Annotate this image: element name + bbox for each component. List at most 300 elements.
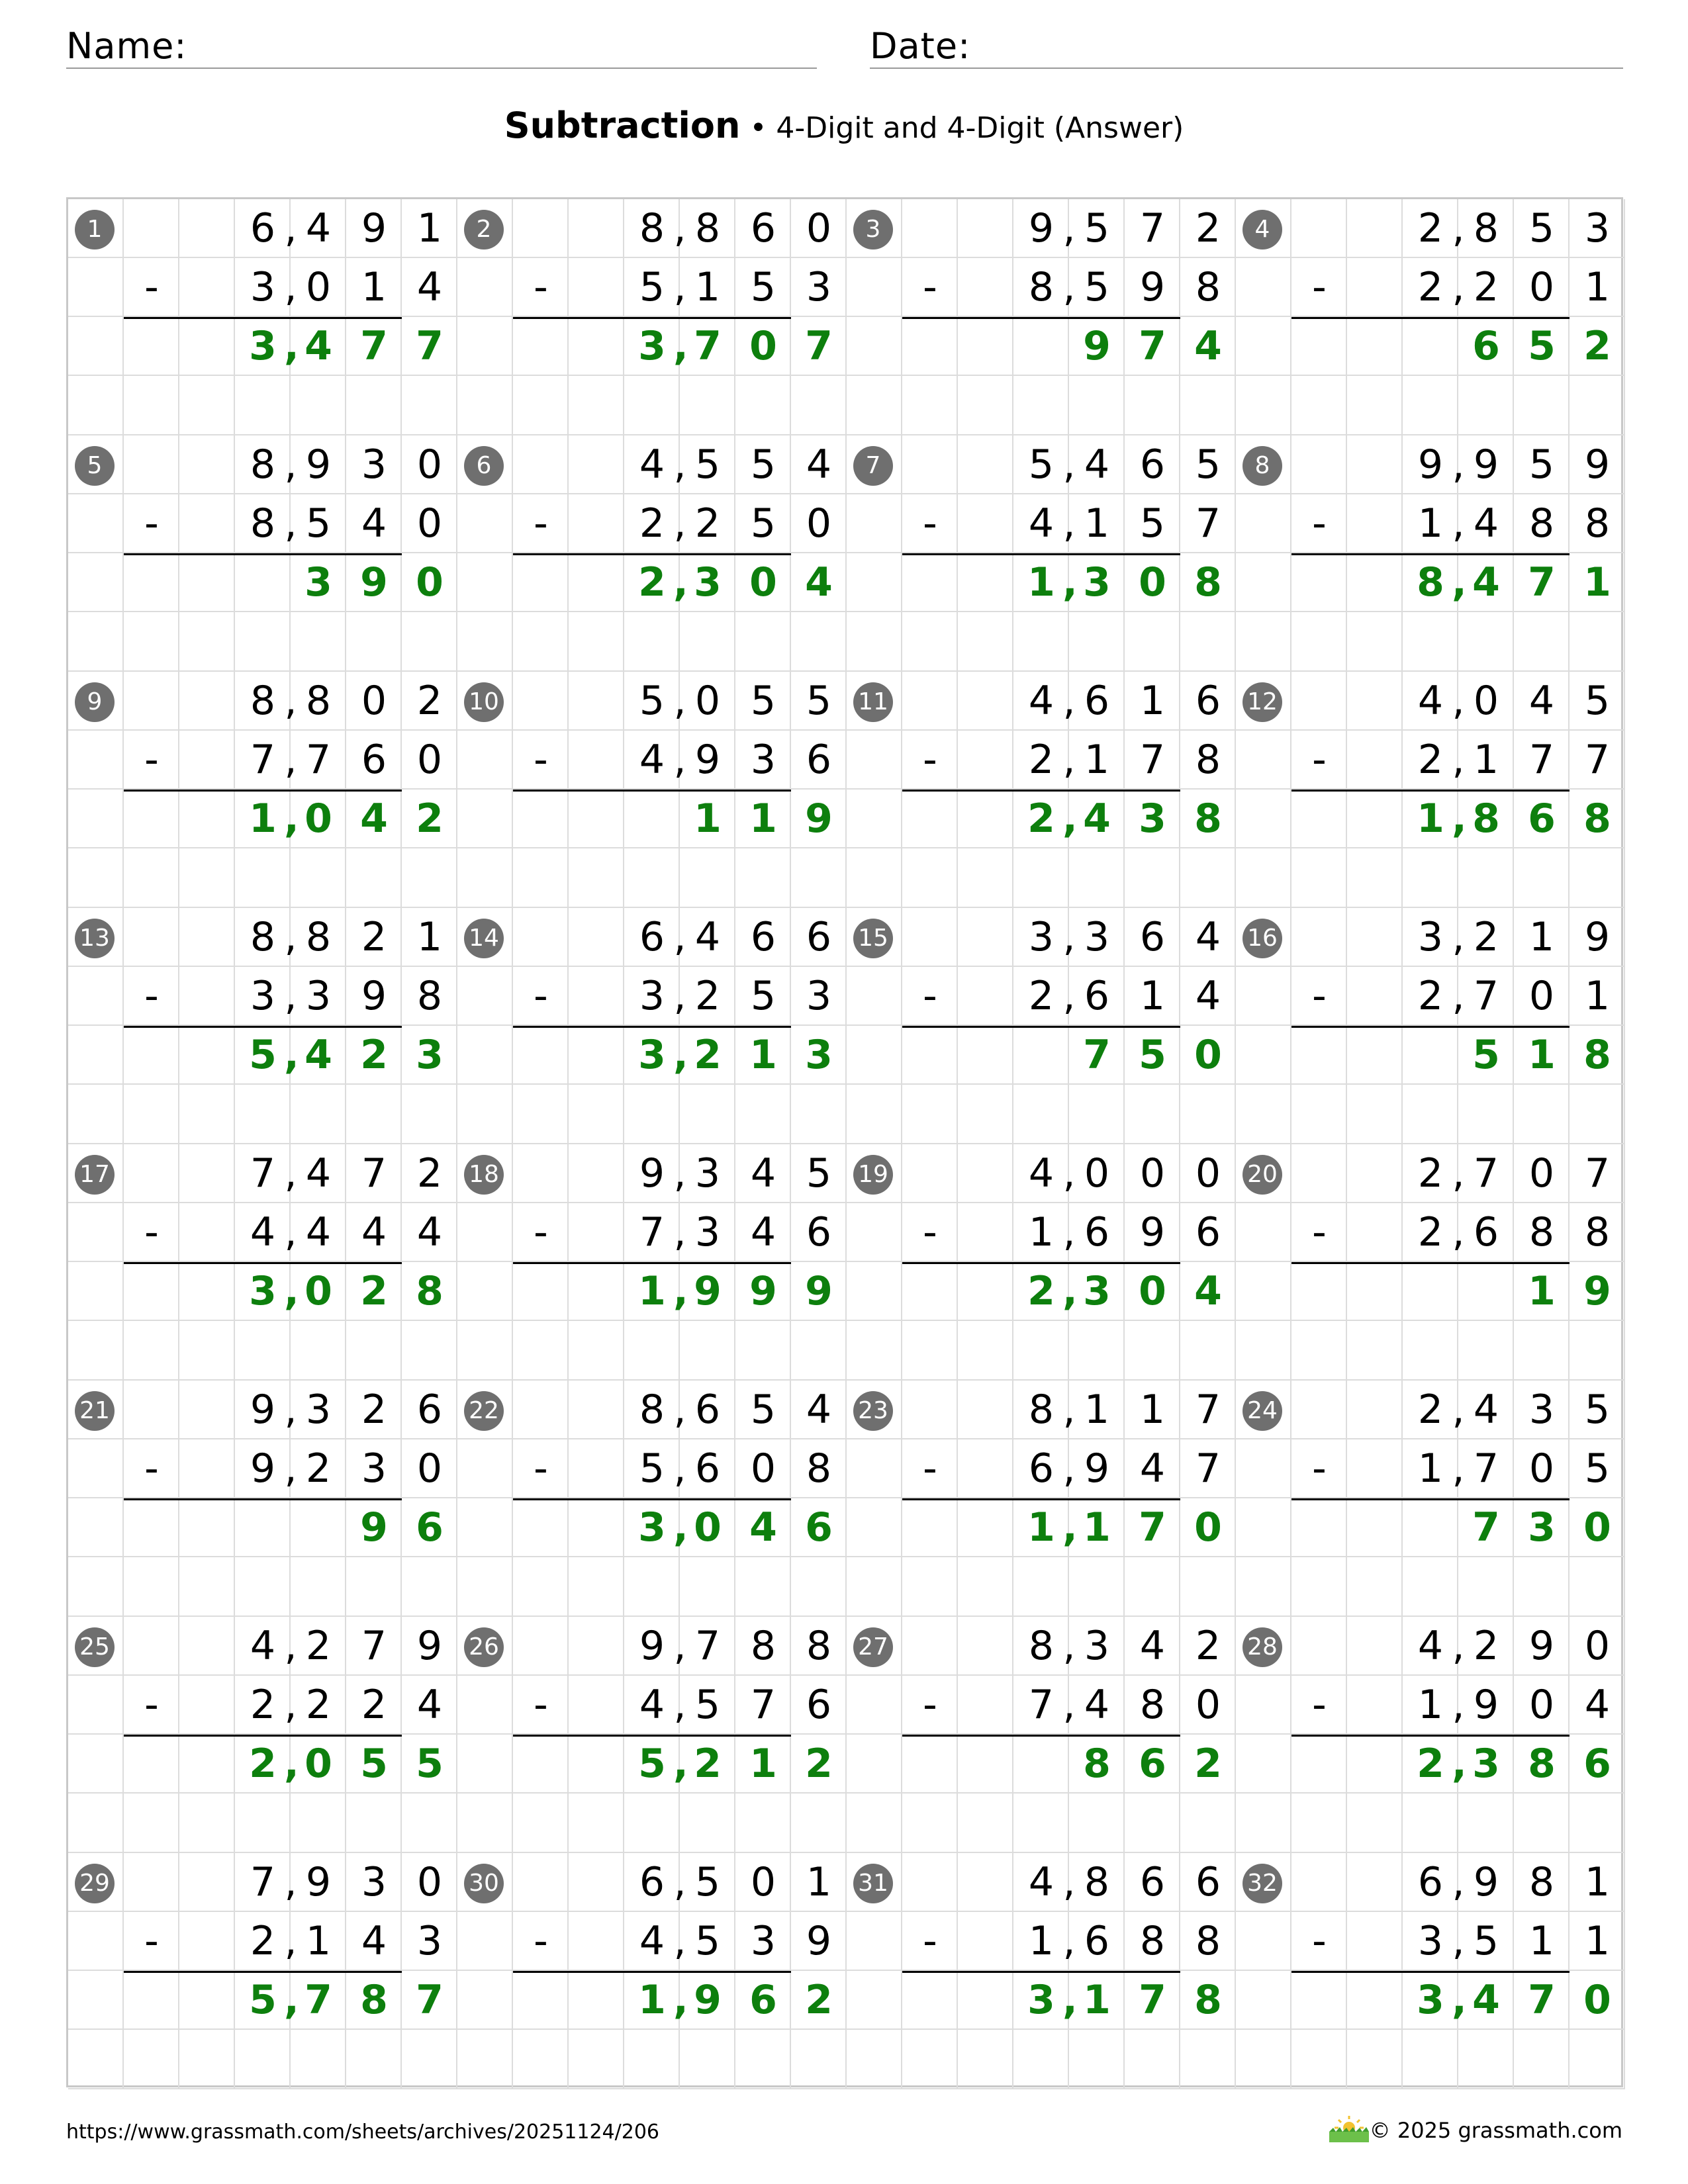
grid-cell (179, 1617, 235, 1676)
answer-digit: 7 (1472, 1504, 1500, 1551)
grid-cell (1236, 1498, 1291, 1557)
grid-cell (1236, 1321, 1291, 1381)
grid-cell (1458, 612, 1514, 672)
problem-27 (847, 1617, 1236, 1853)
minuend-digit: 6 (1139, 1859, 1166, 1905)
grid-cell (1236, 1085, 1291, 1144)
answer-rule (1291, 790, 1570, 792)
problem-16 (1236, 908, 1625, 1144)
minus-sign: - (1312, 1209, 1327, 1255)
subtrahend-digit: 4 (416, 1209, 443, 1255)
answer-comma: , (284, 1741, 299, 1787)
minuend-digit: 0 (1195, 1150, 1221, 1197)
answer-rule (1291, 1262, 1570, 1264)
problem-11 (847, 672, 1236, 908)
subtrahend-digit: 4 (639, 1918, 665, 1964)
grid-cell (1069, 1085, 1125, 1144)
grid-cell (624, 2030, 680, 2089)
minus-sign: - (923, 1445, 937, 1492)
grid-cell (513, 908, 569, 967)
grid-cell (1514, 376, 1570, 435)
grid-cell (958, 1262, 1013, 1321)
minuend-digit: 2 (305, 1623, 332, 1669)
grid-cell (68, 967, 124, 1026)
subtrahend-digit: 7 (639, 1209, 665, 1255)
minuend-digit: 0 (416, 1859, 443, 1905)
answer-digit: 9 (1583, 1268, 1611, 1314)
grid-cell (1291, 1971, 1347, 2030)
subtrahend-digit: 3 (750, 737, 776, 783)
grid-cell (179, 612, 235, 672)
grid-cell (124, 848, 179, 908)
subtrahend-comma: , (673, 264, 686, 310)
minuend-digit: 1 (1139, 678, 1166, 724)
answer-digit: 5 (249, 1032, 277, 1078)
minuend-digit: 5 (750, 441, 776, 488)
grid-cell (1125, 376, 1180, 435)
grid-cell (124, 1321, 179, 1381)
subtrahend-digit: 8 (1139, 1918, 1166, 1964)
subtrahend-digit: 4 (361, 1209, 387, 1255)
problem-number-badge: 20 (1243, 1155, 1282, 1195)
subtrahend-digit: 5 (750, 500, 776, 547)
answer-comma: , (673, 323, 688, 369)
subtrahend-digit: 3 (305, 973, 332, 1019)
problem-number-badge: 10 (464, 682, 504, 722)
problem-number-badge: 25 (75, 1627, 115, 1667)
grid-cell (1180, 1557, 1236, 1617)
minuend-comma: , (1062, 1387, 1076, 1433)
answer-digit: 7 (416, 1977, 444, 2023)
grid-cell (569, 317, 624, 376)
problem-number-badge: 14 (464, 919, 504, 958)
grid-cell (124, 1026, 179, 1085)
answer-digit: 3 (305, 559, 332, 606)
minuend-comma: , (673, 1859, 686, 1905)
grid-cell (958, 1498, 1013, 1557)
grid-cell (513, 435, 569, 494)
grid-cell (1291, 908, 1347, 967)
subtrahend-digit: 9 (1139, 264, 1166, 310)
answer-digit: 7 (360, 323, 388, 369)
grid-cell (402, 2030, 457, 2089)
answer-comma: , (673, 1032, 688, 1078)
subtrahend-comma: , (1062, 1445, 1076, 1492)
grassmath-logo-icon (1327, 2113, 1372, 2145)
minuend-digit: 3 (361, 1859, 387, 1905)
grid-cell (179, 1321, 235, 1381)
grid-cell (1347, 199, 1403, 258)
subtrahend-digit: 4 (305, 1209, 332, 1255)
problem-28 (1236, 1617, 1625, 1853)
problem-grid (66, 197, 1623, 2087)
grid-cell (1347, 1557, 1403, 1617)
grid-cell (457, 967, 513, 1026)
minuend-digit: 2 (1417, 205, 1444, 251)
grid-cell (179, 258, 235, 317)
subtrahend-digit: 2 (639, 500, 665, 547)
grid-cell (569, 258, 624, 317)
grid-cell (513, 1085, 569, 1144)
grid-cell (958, 1971, 1013, 2030)
grid-cell (346, 1557, 402, 1617)
answer-rule (1291, 1735, 1570, 1737)
minus-sign: - (144, 1918, 159, 1964)
problem-number-badge: 13 (75, 919, 115, 958)
answer-digit: 3 (638, 1032, 666, 1078)
minuend-digit: 0 (694, 678, 721, 724)
grid-cell (1403, 1026, 1458, 1085)
grid-cell (1291, 672, 1347, 731)
problem-number-badge: 7 (853, 446, 893, 486)
subtrahend-digit: 8 (1139, 1682, 1166, 1728)
grid-cell (958, 376, 1013, 435)
problem-number-badge: 17 (75, 1155, 115, 1195)
grid-cell (179, 1557, 235, 1617)
answer-digit: 8 (1528, 1741, 1556, 1787)
minuend-digit: 6 (1417, 1859, 1444, 1905)
subtrahend-digit: 8 (1195, 737, 1221, 783)
grid-cell (569, 1557, 624, 1617)
answer-digit: 0 (305, 1268, 332, 1314)
grid-cell (1069, 612, 1125, 672)
grid-cell (569, 1262, 624, 1321)
problem-number-badge: 32 (1243, 1864, 1282, 1903)
minus-sign: - (534, 1682, 548, 1728)
subtrahend-digit: 0 (1528, 973, 1555, 1019)
grid-cell (1458, 1321, 1514, 1381)
answer-digit: 3 (1417, 1977, 1444, 2023)
answer-digit: 8 (1194, 559, 1222, 606)
grid-cell (1013, 376, 1069, 435)
answer-digit: 4 (1472, 559, 1500, 606)
grid-cell (1403, 1321, 1458, 1381)
grid-cell (291, 1557, 346, 1617)
problem-number-badge: 1 (75, 210, 115, 250)
minuend-digit: 0 (750, 1859, 776, 1905)
minuend-digit: 2 (1417, 1150, 1444, 1197)
grid-cell (457, 1026, 513, 1085)
answer-rule (513, 1498, 791, 1500)
problem-number-badge: 27 (853, 1627, 893, 1667)
problem-17 (68, 1144, 457, 1381)
problem-number-badge: 28 (1243, 1627, 1282, 1667)
minuend-digit: 2 (1195, 1623, 1221, 1669)
answer-comma: , (284, 1268, 299, 1314)
grid-cell (457, 1262, 513, 1321)
problem-31 (847, 1853, 1236, 2089)
grid-cell (179, 908, 235, 967)
grid-cell (1514, 1321, 1570, 1381)
minuend-digit: 4 (1028, 1150, 1055, 1197)
answer-digit: 4 (1194, 323, 1222, 369)
subtrahend-digit: 2 (1417, 264, 1444, 310)
subtrahend-digit: 6 (806, 1682, 832, 1728)
grid-cell (1347, 494, 1403, 553)
minuend-digit: 9 (639, 1623, 665, 1669)
problem-number-badge: 26 (464, 1627, 504, 1667)
minuend-digit: 4 (1473, 1387, 1499, 1433)
grid-cell (1069, 376, 1125, 435)
grid-cell (847, 1794, 902, 1853)
grid-cell (902, 908, 958, 967)
answer-digit: 1 (638, 1977, 666, 2023)
answer-digit: 3 (805, 1032, 833, 1078)
minus-sign: - (1312, 1682, 1327, 1728)
answer-digit: 9 (360, 1504, 388, 1551)
grid-cell (179, 1794, 235, 1853)
grid-cell (569, 1381, 624, 1439)
grid-cell (1236, 494, 1291, 553)
answer-digit: 5 (1472, 1032, 1500, 1078)
minuend-comma: , (284, 1150, 297, 1197)
problem-number-badge: 19 (853, 1155, 893, 1195)
minuend-digit: 4 (1417, 1623, 1444, 1669)
grid-cell (68, 1971, 124, 2030)
grid-cell (457, 1794, 513, 1853)
grid-cell (124, 435, 179, 494)
subtrahend-comma: , (1062, 737, 1076, 783)
grid-cell (1013, 1735, 1069, 1794)
grid-cell (569, 1144, 624, 1203)
minuend-digit: 9 (250, 1387, 276, 1433)
minuend-comma: , (284, 205, 297, 251)
subtrahend-digit: 8 (1528, 500, 1555, 547)
grid-cell (791, 2030, 847, 2089)
grid-cell (1013, 1026, 1069, 1085)
subtrahend-digit: 7 (1584, 737, 1611, 783)
minuend-digit: 5 (750, 1387, 776, 1433)
minuend-digit: 2 (1195, 205, 1221, 251)
grid-cell (179, 317, 235, 376)
grid-cell (958, 1203, 1013, 1262)
grid-cell (402, 612, 457, 672)
minuend-digit: 5 (1584, 1387, 1611, 1433)
grid-cell (847, 612, 902, 672)
grid-cell (179, 1026, 235, 1085)
grid-cell (457, 848, 513, 908)
answer-comma: , (673, 1977, 688, 2023)
subtrahend-digit: 2 (694, 973, 721, 1019)
grid-cell (735, 1557, 791, 1617)
grid-cell (569, 1498, 624, 1557)
grid-cell (291, 376, 346, 435)
grid-cell (235, 553, 291, 612)
minus-sign: - (1312, 264, 1327, 310)
answer-digit: 3 (1139, 796, 1166, 842)
answer-digit: 5 (1528, 323, 1556, 369)
grid-cell (1291, 1144, 1347, 1203)
minuend-comma: , (1452, 1150, 1465, 1197)
grid-cell (1570, 2030, 1625, 2089)
grid-cell (847, 1971, 902, 2030)
grid-cell (291, 1085, 346, 1144)
minuend-digit: 4 (250, 1623, 276, 1669)
answer-digit: 2 (1194, 1741, 1222, 1787)
grid-cell (1291, 1498, 1347, 1557)
answer-digit: 9 (805, 796, 833, 842)
subtrahend-digit: 4 (361, 1918, 387, 1964)
grid-cell (179, 1971, 235, 2030)
minuend-digit: 4 (806, 1387, 832, 1433)
grid-cell (68, 1026, 124, 1085)
minuend-digit: 8 (639, 205, 665, 251)
grid-cell (624, 1557, 680, 1617)
grid-cell (235, 1321, 291, 1381)
grid-cell (124, 1262, 179, 1321)
grid-cell (680, 848, 735, 908)
grid-cell (1291, 790, 1347, 848)
grid-cell (902, 612, 958, 672)
subtrahend-digit: 1 (1417, 500, 1444, 547)
grid-cell (569, 790, 624, 848)
minuend-comma: , (673, 678, 686, 724)
problem-number-badge: 15 (853, 919, 893, 958)
minuend-comma: , (284, 678, 297, 724)
answer-digit: 1 (694, 796, 722, 842)
grid-cell (624, 1085, 680, 1144)
grid-cell (902, 1085, 958, 1144)
subtrahend-digit: 7 (1195, 1445, 1221, 1492)
grid-cell (513, 317, 569, 376)
grid-cell (902, 790, 958, 848)
grid-cell (569, 1203, 624, 1262)
subtrahend-digit: 4 (416, 264, 443, 310)
grid-cell (457, 494, 513, 553)
minuend-digit: 6 (416, 1387, 443, 1433)
grid-cell (624, 1794, 680, 1853)
grid-cell (1291, 1735, 1347, 1794)
grid-cell (457, 317, 513, 376)
minuend-comma: , (284, 441, 297, 488)
minuend-digit: 4 (639, 441, 665, 488)
grid-cell (179, 494, 235, 553)
answer-rule (902, 790, 1180, 792)
grid-cell (1291, 612, 1347, 672)
minuend-digit: 4 (694, 914, 721, 960)
minuend-comma: , (1062, 1623, 1076, 1669)
subtrahend-digit: 8 (806, 1445, 832, 1492)
grid-cell (902, 1557, 958, 1617)
minuend-digit: 8 (1028, 1387, 1055, 1433)
problem-number-badge: 29 (75, 1864, 115, 1903)
minuend-comma: , (1452, 914, 1465, 960)
grid-cell (1013, 317, 1069, 376)
grid-cell (680, 376, 735, 435)
grid-cell (958, 1026, 1013, 1085)
minus-sign: - (534, 264, 548, 310)
minuend-comma: , (1452, 441, 1465, 488)
answer-digit: 9 (694, 1268, 722, 1314)
problem-2 (457, 199, 847, 435)
grid-cell (179, 1676, 235, 1735)
subtrahend-digit: 7 (1473, 1445, 1499, 1492)
subtrahend-digit: 5 (639, 264, 665, 310)
answer-digit: 5 (249, 1977, 277, 2023)
grid-cell (1347, 1498, 1403, 1557)
grid-cell (1013, 2030, 1069, 2089)
minuend-digit: 5 (694, 1859, 721, 1905)
answer-digit: 1 (749, 1032, 777, 1078)
subtrahend-digit: 8 (416, 973, 443, 1019)
grid-cell (346, 612, 402, 672)
minuend-digit: 6 (1084, 678, 1110, 724)
answer-digit: 5 (416, 1741, 444, 1787)
minuend-digit: 5 (806, 1150, 832, 1197)
minuend-digit: 8 (1028, 1623, 1055, 1669)
grid-cell (1013, 1085, 1069, 1144)
grid-cell (513, 1853, 569, 1912)
minuend-digit: 1 (1584, 1859, 1611, 1905)
answer-digit: 1 (1083, 1977, 1111, 2023)
grid-cell (1125, 1321, 1180, 1381)
problem-13 (68, 908, 457, 1144)
minuend-digit: 5 (694, 441, 721, 488)
answer-digit: 7 (1083, 1032, 1111, 1078)
grid-cell (1013, 1794, 1069, 1853)
minuend-digit: 8 (1084, 1859, 1110, 1905)
problem-number-badge: 22 (464, 1391, 504, 1431)
answer-digit: 9 (360, 559, 388, 606)
minuend-digit: 4 (1084, 441, 1110, 488)
minuend-comma: , (1452, 1387, 1465, 1433)
grid-cell (124, 1735, 179, 1794)
minus-sign: - (923, 1682, 937, 1728)
grid-cell (847, 1912, 902, 1971)
minuend-digit: 9 (1528, 1623, 1555, 1669)
answer-digit: 1 (1417, 796, 1444, 842)
grid-cell (1458, 2030, 1514, 2089)
subtrahend-comma: , (673, 500, 686, 547)
subtrahend-digit: 4 (639, 737, 665, 783)
grid-cell (847, 1439, 902, 1498)
grid-cell (569, 1439, 624, 1498)
minuend-comma: , (673, 205, 686, 251)
grid-cell (1236, 317, 1291, 376)
footer-copyright: © 2025 grassmath.com (1369, 2118, 1622, 2143)
subtrahend-digit: 8 (250, 500, 276, 547)
grid-cell (1570, 1794, 1625, 1853)
answer-digit: 7 (416, 323, 444, 369)
grid-cell (513, 1617, 569, 1676)
subtrahend-digit: 4 (1084, 1682, 1110, 1728)
problem-number-badge: 18 (464, 1155, 504, 1195)
grid-cell (958, 1735, 1013, 1794)
subtrahend-digit: 1 (694, 264, 721, 310)
grid-cell (1291, 1617, 1347, 1676)
grid-cell (291, 1794, 346, 1853)
answer-comma: , (1062, 1268, 1078, 1314)
grid-cell (1347, 1912, 1403, 1971)
answer-rule (902, 317, 1180, 319)
answer-digit: 1 (1083, 1504, 1111, 1551)
answer-digit: 9 (805, 1268, 833, 1314)
minuend-digit: 6 (1139, 441, 1166, 488)
grid-cell (179, 199, 235, 258)
minuend-digit: 4 (1528, 678, 1555, 724)
answer-digit: 6 (1528, 796, 1556, 842)
grid-cell (1458, 1794, 1514, 1853)
grid-cell (1236, 376, 1291, 435)
grid-cell (847, 731, 902, 790)
answer-digit: 3 (249, 323, 277, 369)
grid-cell (569, 1971, 624, 2030)
grid-cell (179, 1144, 235, 1203)
answer-rule (1291, 1026, 1570, 1028)
problem-number-badge: 31 (853, 1864, 893, 1903)
answer-digit: 4 (749, 1504, 777, 1551)
grid-cell (68, 553, 124, 612)
